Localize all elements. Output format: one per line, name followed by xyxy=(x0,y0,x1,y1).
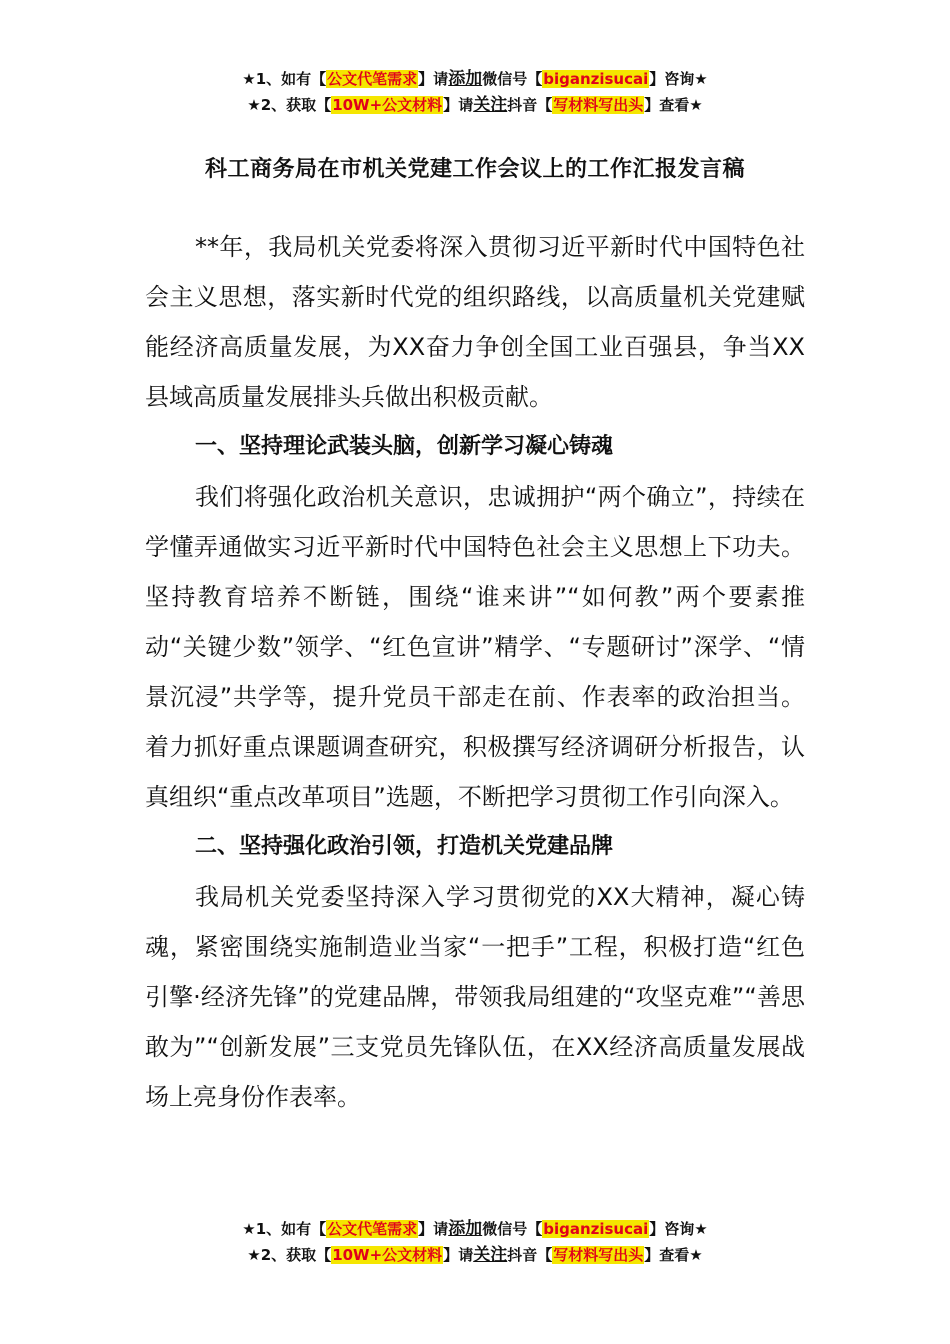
promo-douyin-id: 写材料写出头 xyxy=(553,1246,644,1264)
promo-highlight: 10W+公文材料 xyxy=(332,96,443,114)
promo-text: 微信号【 xyxy=(482,1220,543,1238)
promo-text: 】请 xyxy=(443,1246,474,1264)
promo-text: 抖音【 xyxy=(507,96,553,114)
promo-wechat-id: biganzisucai xyxy=(543,1220,649,1238)
promo-wechat-id: biganzisucai xyxy=(543,70,649,88)
promo-text: 】请 xyxy=(443,96,474,114)
intro-paragraph: **年，我局机关党委将深入贯彻习近平新时代中国特色社会主义思想，落实新时代党的组织路线，以高质量机关党建赋能经济高质量发展，为XX奋力争创全国工业百强县，争当XX县域高质量发展排头兵做出积极贡献。 xyxy=(145,233,805,411)
promo-text: 】咨询★ xyxy=(649,1220,708,1238)
promo-banner-bottom xyxy=(0,1216,950,1268)
promo-line-1 xyxy=(0,1216,950,1242)
promo-text: 】请 xyxy=(418,70,449,88)
promo-highlight: 公文代笔需求 xyxy=(327,70,418,88)
section-1-paragraph: 我们将强化政治机关意识，忠诚拥护“两个确立”，持续在学懂弄通做实习近平新时代中国特色社会主义思想上下功夫。坚持教育培养不断链，围绕“谁来讲”“如何教”两个要素推动“关键少数”领学、“红色宣讲”精学、“专题研讨”深学、“情景沉浸”共学等，提升党员干部走在前、作表率的政治担当。着力抓好重点课题调查研究，积极撰写经济调研分析报告，认真组织“重点改革项目”选题，不断把学习贯彻工作引向深入。 xyxy=(145,483,805,811)
promo-emphasis: 关注 xyxy=(473,1245,508,1265)
section-2-heading: 二、坚持强化政治引领，打造机关党建品牌 xyxy=(195,834,614,859)
document-body xyxy=(145,222,805,1122)
promo-line-1 xyxy=(0,66,950,92)
promo-text: 】查看★ xyxy=(644,96,703,114)
promo-text: ★2、获取【 xyxy=(247,96,332,114)
promo-highlight: 10W+公文材料 xyxy=(332,1246,443,1264)
promo-text: 抖音【 xyxy=(507,1246,553,1264)
section-2-paragraph: 我局机关党委坚持深入学习贯彻党的XX大精神，凝心铸魂，紧密围绕实施制造业当家“一把手”工程，积极打造“红色引擎·经济先锋”的党建品牌，带领我局组建的“攻坚克难”“善思敢为”“创新发展”三支党员先锋队伍，在XX经济高质量发展战场上亮身份作表率。 xyxy=(145,883,805,1111)
promo-text: ★1、如有【 xyxy=(242,70,327,88)
promo-text: ★2、获取【 xyxy=(247,1246,332,1264)
promo-emphasis: 添加 xyxy=(448,1219,483,1239)
section-1-heading: 一、坚持理论武装头脑，创新学习凝心铸魂 xyxy=(195,434,614,459)
promo-text: 】咨询★ xyxy=(649,70,708,88)
promo-line-2 xyxy=(0,92,950,118)
promo-douyin-id: 写材料写出头 xyxy=(553,96,644,114)
promo-line-2 xyxy=(0,1242,950,1268)
promo-emphasis: 添加 xyxy=(448,69,483,89)
document-title: 科工商务局在市机关党建工作会议上的工作汇报发言稿 xyxy=(204,157,745,182)
promo-highlight: 公文代笔需求 xyxy=(327,1220,418,1238)
promo-text: ★1、如有【 xyxy=(242,1220,327,1238)
promo-emphasis: 关注 xyxy=(473,95,508,115)
promo-text: 】请 xyxy=(418,1220,449,1238)
promo-banner-top xyxy=(0,66,950,118)
promo-text: 】查看★ xyxy=(644,1246,703,1264)
promo-text: 微信号【 xyxy=(482,70,543,88)
